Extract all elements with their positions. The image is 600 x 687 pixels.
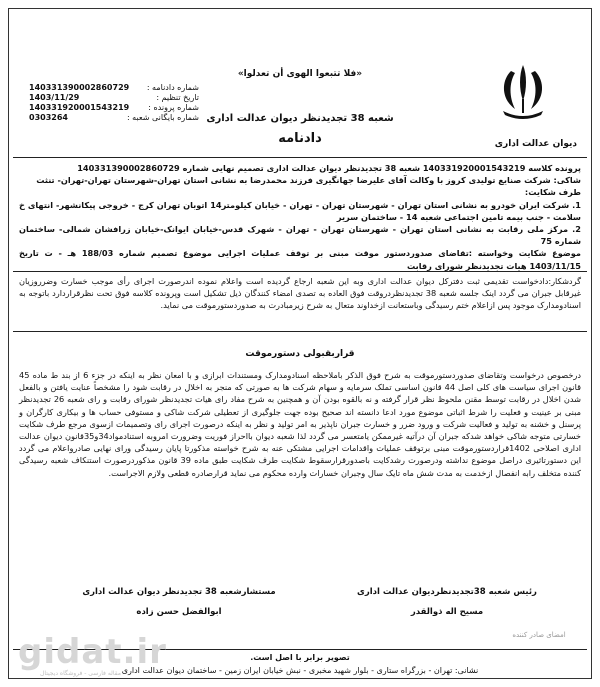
subject-line: موضوع شکایت وخواسته :تقاضای صدوردستور موقت مبنی بر توقف عملیات اجرایی موضوع تصمیم شماره 188/03 هـ - ت تاریخ 1403/11/15 هیات تجدیدنظر شورای رقابت bbox=[19, 248, 581, 271]
meta-value: 140331390002860729 bbox=[29, 83, 130, 92]
meta-label: شماره بایگانی شعبه : bbox=[126, 113, 199, 122]
copy-note: تصویر برابر با اصل است. bbox=[250, 653, 350, 662]
divider bbox=[13, 157, 587, 158]
address-line: نشانی: تهران - بزرگراه ستاری - بلوار شهید مخبری - نبش خیابان ایران زمین - ساختمان دیوان عدالت اداری bbox=[121, 666, 479, 675]
case-summary: گردشکار:دادخواست تقدیمی ثبت دفترکل دیوان عدالت اداری وبه این شعبه ارجاع گردیده است واعلام نموده اندرصورت اجرای رأی موجب خسارت وضرروزیان غیرقابل جبران می گردد اینک جلسه شعبه 38 تجدیدنظردروقت فوق العاده به تصدی امضاء کنندگان ذیل تشکیل است وپرونده کلاسه فوق تحت نظرقراردارد باتوجه به اسنادومدارک موجود پس ازاعلام ختم رسیدگی وباستعانت ازخداوند متعال به شرح زیرمبادرت به صدوردستورموقت می نماید. bbox=[19, 276, 581, 311]
header-verse: «فلا تتبعوا الهوی أن تعدلوا» bbox=[237, 69, 363, 79]
case-info bbox=[19, 162, 581, 272]
meta-label: تاریخ تنظیم : bbox=[156, 93, 199, 102]
meta-label: شماره دادنامه : bbox=[146, 83, 199, 92]
meta-row bbox=[29, 103, 199, 113]
iran-emblem-icon bbox=[489, 61, 557, 121]
counselor-name: ابوالفضل حسن زاده bbox=[136, 607, 222, 617]
signature-chief bbox=[317, 587, 577, 617]
site-watermark-subtitle: مقاله فارسی - فروشگاه دیجیتال bbox=[40, 670, 121, 677]
signature-pad-label: امضای صادر کننده bbox=[512, 631, 566, 639]
court-name: دیوان عدالت اداری bbox=[494, 139, 577, 149]
decision-text: درخصوص درخواست وتقاضای صدوردستورموقت به شرح فوق الذکر باملاحظه اسنادومدارک ومستندات ابرازی و با امعان نظر به اینکه در جزء 6 از بند ط ماده 45 قانون اجرای سیاست های کلی اصل 44 قانون اساسی تملک سرمایه و سهام شرکت ها به صورتی که منجر به اخلال در رقابت شود را مشخصاً عنایت یافتن و بالفعل شدن اخلال در رقابت توسط مقنن ملحوظ نظر قرار گرفته و نه بالقوه بودن آن و همچنین به شرح مفاد رای هیات تجدیدنظر شورای رقابت و رای شعبه 26 تجدیدنظر مبنی بر عینیت و فعلیت را شرط اثباتی موضوع مورد ادعا دانسته اند صحیح بوده جهت جلوگیری از تعطیلی شرکت شاکی و مستوفی حساب ها و بیکاری کارگران و پرسنل و خشنه به تولید و فعالیت شرکت و ورود ضرر و خسارت جبران ناپذیر به امر تولید و نظر به اینکه درصورت اجرای رای وتصمیمات ازسوی مرجع طرف شکایت خسارتی متوجه شاکی خواهد شدکه جبران آن درآتیه غیرممکن یامتعسر می گردد لذا شعبه دیوان بااحراز فوریت وضرورت امروبه استنادمواد34و35قانون دیوان عدالت اداری اصلاحی 1402قراردستورموقت مبنی برتوقف عملیات واقدامات اجرایی مشتکی عنه به شرح خواسته مذکورتا پایان رسیدگی ورای نهایی صادرواعلام می گردد این دستورتاثیری دراصل موضوع نداشته ودرصورت رشدکایت باصدورقرارسقوط شکایت طرف شکایت طبق ماده 39 قانون مذکوردرصورت استنکاف شعبه رسیدگی کننده متخلف رابه انفصال ازخدمت به مدت شش ماه تایک سال وجبران خسارات وارده محکوم می نماید قرارصادره قطعی ولازم الاجراست. bbox=[19, 370, 581, 478]
party-label: طرف شکایت: bbox=[524, 187, 581, 198]
meta-value: 0303264 bbox=[29, 113, 68, 122]
site-watermark: gidat.ir bbox=[18, 632, 167, 672]
meta-value: 1403/11/29 bbox=[29, 93, 80, 102]
divider bbox=[13, 271, 587, 272]
plaintiff-line: شاکی: شرکت صنایع تولیدی کروز با وکالت آقای علیرضا جهانگیری فرزند محمدرضا به نشانی استان تهران-شهرستان تهران-تهران- تنثت bbox=[36, 175, 581, 186]
document-page bbox=[8, 8, 592, 679]
signature-counselor bbox=[49, 587, 309, 617]
metadata-block bbox=[29, 83, 199, 123]
meta-value: 140331920001543219 bbox=[29, 103, 130, 112]
chief-role: رئیس شعبه 38تجدیدنظردیوان عدالت اداری bbox=[357, 587, 537, 597]
meta-row bbox=[29, 113, 199, 123]
case-number-line: پرونده کلاسه 140331920001543219 شعبه 38 تجدیدنظر دیوان عدالت اداری تصمیم نهایی شماره 140331390002860729 bbox=[77, 163, 581, 173]
page-title: دادنامه bbox=[278, 131, 322, 146]
divider bbox=[13, 331, 587, 332]
defendant-1: 1. شرکت ایران خودرو به نشانی استان تهران - شهرستان تهران - تهران - خیابان کیلومتر14 اتوبان تهران کرج - خروجی پیکانشهر- انتهای خ سلامت - جنب بیمه تامین اجتماعی شعبه 14 - ساختمان سریر bbox=[19, 199, 581, 222]
meta-row bbox=[29, 93, 199, 103]
chief-name: مسیح اله ذوالقدر bbox=[410, 607, 484, 617]
decision-title: قراربقبولی دستورموقت bbox=[245, 349, 355, 359]
meta-row bbox=[29, 83, 199, 93]
counselor-role: مستشارشعبه 38 تجدیدنظر دیوان عدالت اداری bbox=[82, 587, 276, 597]
meta-label: شماره پرونده : bbox=[148, 103, 199, 112]
branch-title: شعبه 38 تجدیدنظر دیوان عدالت اداری bbox=[206, 113, 394, 124]
defendant-2: 2. مرکز ملی رقابت به نشانی استان تهران - شهرستان تهران - تهران - شهرک قدس-خیابان ایوانک-خیابان زرافشان شمالی- ساختمان شماره 75 bbox=[19, 224, 581, 247]
